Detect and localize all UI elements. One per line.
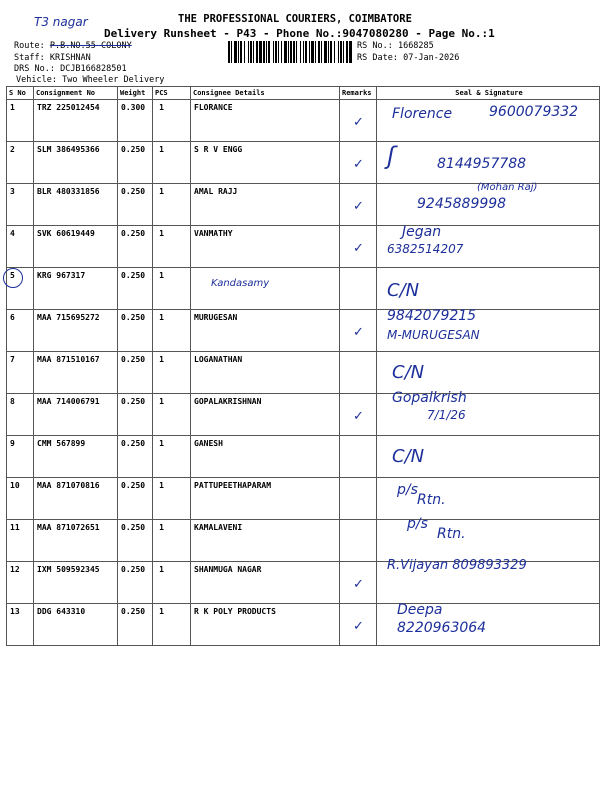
cell-remarks xyxy=(340,604,377,646)
cell-pcs: 1 xyxy=(153,142,191,184)
signature-line-1: Jegan xyxy=(402,224,442,240)
cell-weight: 0.250 xyxy=(118,520,153,562)
cell-consignment: MAA 871072651 xyxy=(34,520,118,562)
cell-pcs: 1 xyxy=(153,268,191,310)
cell-consignment: KRG 967317 xyxy=(34,268,118,310)
col-consignee: Consignee Details xyxy=(191,87,340,100)
rs-no-line xyxy=(357,41,434,51)
cell-pcs: 1 xyxy=(153,310,191,352)
table-row xyxy=(7,604,600,646)
cell-pcs: 1 xyxy=(153,352,191,394)
runsheet-title: Delivery Runsheet - P43 - Phone No.:9047080280 - Page No.:1 xyxy=(104,27,495,40)
remark-tick: ✓ xyxy=(353,114,364,130)
signature-line-2: M-MURUGESAN xyxy=(387,328,480,342)
signature-line-2: Rtn. xyxy=(417,492,446,508)
signature-line-1: C/N xyxy=(392,362,425,383)
cell-remarks xyxy=(340,394,377,436)
table-row xyxy=(7,478,600,520)
cell-sno: 5 xyxy=(7,268,34,310)
cell-weight: 0.250 xyxy=(118,310,153,352)
consignee-name: R K POLY PRODUCTS xyxy=(194,607,276,616)
cell-weight: 0.250 xyxy=(118,268,153,310)
cell-signature xyxy=(377,478,600,520)
cell-remarks xyxy=(340,520,377,562)
signature-line-2: 6382514207 xyxy=(387,242,464,256)
table-row xyxy=(7,310,600,352)
cell-weight: 0.250 xyxy=(118,394,153,436)
barcode xyxy=(228,41,353,63)
consignee-name: S R V ENGG xyxy=(194,145,243,154)
cell-consignee xyxy=(191,478,340,520)
consignee-name: GANESH xyxy=(194,439,223,448)
cell-signature xyxy=(377,268,600,310)
cell-signature xyxy=(377,516,600,562)
cell-consignee xyxy=(191,142,340,184)
cell-sno: 13 xyxy=(7,604,34,646)
cell-remarks xyxy=(340,310,377,352)
cell-signature xyxy=(377,100,600,142)
remark-tick: ✓ xyxy=(353,324,364,340)
route-line xyxy=(14,41,132,51)
cell-sno: 3 xyxy=(7,184,34,226)
consignee-name: FLORANCE xyxy=(194,103,233,112)
rs-no-value: 1668285 xyxy=(397,41,434,51)
cell-consignment: DDG 643310 xyxy=(34,604,118,646)
cell-signature xyxy=(377,558,600,604)
signature-line-1: Deepa xyxy=(397,602,443,618)
consignee-name: PATTUPEETHAPARAM xyxy=(194,481,272,490)
vehicle-line xyxy=(16,75,164,85)
cell-sno: 10 xyxy=(7,478,34,520)
col-sno: S No xyxy=(7,87,34,100)
cell-consignment: IXM 509592345 xyxy=(34,562,118,604)
drs-value: DCJB166828501 xyxy=(60,64,127,74)
table-row xyxy=(7,562,600,604)
signature-line-1: C/N xyxy=(392,446,425,467)
cell-signature xyxy=(377,604,600,646)
cell-weight: 0.250 xyxy=(118,436,153,478)
cell-consignment: MAA 714006791 xyxy=(34,394,118,436)
consignee-name: LOGANATHAN xyxy=(194,355,243,364)
cell-weight: 0.250 xyxy=(118,226,153,268)
signature-line-1: Gopalkrish xyxy=(392,390,467,406)
signature-line-1: R.Vijayan 809893329 xyxy=(387,558,527,573)
cell-consignment: SVK 60619449 xyxy=(34,226,118,268)
table-row xyxy=(7,142,600,184)
cell-consignment: BLR 480331856 xyxy=(34,184,118,226)
cell-pcs: 1 xyxy=(153,394,191,436)
remark-tick: ✓ xyxy=(353,156,364,172)
signature-line-2: 9245889998 xyxy=(417,196,507,212)
signature-line-1: C/N xyxy=(387,280,420,301)
table-row xyxy=(7,436,600,478)
consignee-handwritten: Kandasamy xyxy=(211,278,270,289)
route-label: Route: xyxy=(14,41,45,51)
cell-remarks xyxy=(340,562,377,604)
rs-date-line xyxy=(357,53,459,63)
cell-pcs: 1 xyxy=(153,604,191,646)
signature-line-1: p/s xyxy=(397,482,418,498)
col-weight: Weight xyxy=(118,87,153,100)
cell-sno: 4 xyxy=(7,226,34,268)
cell-consignment: MAA 871070816 xyxy=(34,478,118,520)
row5-circle-mark xyxy=(3,268,23,288)
table-row xyxy=(7,268,600,310)
cell-remarks xyxy=(340,142,377,184)
col-remarks: Remarks xyxy=(340,87,377,100)
signature-line-2: 8220963064 xyxy=(397,620,487,636)
cell-consignment: MAA 715695272 xyxy=(34,310,118,352)
cell-signature xyxy=(377,142,600,184)
table-row xyxy=(7,226,600,268)
signature-line-2: 8144957788 xyxy=(437,156,527,172)
signature-line-2: 9600079332 xyxy=(489,104,579,120)
cell-consignee xyxy=(191,226,340,268)
vehicle-label: Vehicle: xyxy=(16,75,57,85)
col-signature: Seal & Signature xyxy=(377,87,600,100)
cell-remarks xyxy=(340,100,377,142)
consignee-name: VANMATHY xyxy=(194,229,233,238)
col-pcs: PCS xyxy=(153,87,191,100)
cell-weight: 0.250 xyxy=(118,142,153,184)
vehicle-value: Two Wheeler Delivery xyxy=(62,75,165,85)
table-row xyxy=(7,520,600,562)
cell-weight: 0.250 xyxy=(118,562,153,604)
remark-tick: ✓ xyxy=(353,408,364,424)
consignee-name: GOPALAKRISHNAN xyxy=(194,397,262,406)
cell-pcs: 1 xyxy=(153,520,191,562)
cell-signature xyxy=(377,226,600,268)
cell-consignee xyxy=(191,436,340,478)
col-consignment: Consignment No xyxy=(34,87,118,100)
signature-line-1: Florence xyxy=(392,106,453,122)
cell-weight: 0.250 xyxy=(118,478,153,520)
table-row xyxy=(7,100,600,142)
cell-consignee xyxy=(191,100,340,142)
consignee-name: KAMALAVENI xyxy=(194,523,243,532)
cell-consignee xyxy=(191,352,340,394)
cell-sno: 1 xyxy=(7,100,34,142)
cell-sno: 9 xyxy=(7,436,34,478)
rs-date-value: 07-Jan-2026 xyxy=(403,53,460,63)
cell-consignee xyxy=(191,268,340,310)
cell-consignment: SLM 386495366 xyxy=(34,142,118,184)
consignee-name: MURUGESAN xyxy=(194,313,238,322)
table-header-row xyxy=(7,87,600,100)
drs-label: DRS No.: xyxy=(14,64,55,74)
cell-remarks xyxy=(340,226,377,268)
cell-pcs: 1 xyxy=(153,226,191,268)
cell-sno: 11 xyxy=(7,520,34,562)
cell-weight: 0.250 xyxy=(118,352,153,394)
cell-pcs: 1 xyxy=(153,184,191,226)
cell-signature xyxy=(377,310,600,352)
cell-remarks xyxy=(340,184,377,226)
staff-label: Staff: xyxy=(14,53,45,63)
remark-tick: ✓ xyxy=(353,198,364,214)
table-row xyxy=(7,184,600,226)
cell-sno: 12 xyxy=(7,562,34,604)
cell-consignee xyxy=(191,520,340,562)
staff-line xyxy=(14,53,91,63)
cell-signature xyxy=(377,436,600,478)
signature-line-2: Rtn. xyxy=(437,526,466,542)
drs-line xyxy=(14,64,127,74)
signature-line-1: (Mohan Raj) xyxy=(477,182,538,193)
cell-weight: 0.250 xyxy=(118,604,153,646)
table-row xyxy=(7,394,600,436)
cell-remarks xyxy=(340,352,377,394)
cell-consignment: MAA 871510167 xyxy=(34,352,118,394)
cell-pcs: 1 xyxy=(153,100,191,142)
table-row xyxy=(7,352,600,394)
cell-consignee xyxy=(191,562,340,604)
cell-consignment: CMM 567899 xyxy=(34,436,118,478)
signature-line-1: p/s xyxy=(407,516,428,532)
route-handwritten: T3 nagar xyxy=(34,15,88,29)
cell-consignment: TRZ 225012454 xyxy=(34,100,118,142)
rs-no-label: RS No.: xyxy=(357,41,393,51)
consignee-name: SHANMUGA NAGAR xyxy=(194,565,262,574)
cell-sno: 7 xyxy=(7,352,34,394)
consignee-name: AMAL RAJJ xyxy=(194,187,238,196)
cell-weight: 0.250 xyxy=(118,184,153,226)
cell-pcs: 1 xyxy=(153,436,191,478)
cell-signature xyxy=(377,390,600,436)
cell-pcs: 1 xyxy=(153,478,191,520)
signature-line-2: 7/1/26 xyxy=(427,408,466,422)
cell-signature xyxy=(377,184,600,226)
remark-tick: ✓ xyxy=(353,618,364,634)
cell-consignee xyxy=(191,310,340,352)
cell-weight: 0.300 xyxy=(118,100,153,142)
route-value: P.B.NO.55 COLONY xyxy=(49,41,132,51)
cell-remarks xyxy=(340,436,377,478)
signature-line-1: 9842079215 xyxy=(387,308,477,324)
cell-consignee xyxy=(191,394,340,436)
cell-remarks xyxy=(340,268,377,310)
remark-tick: ✓ xyxy=(353,576,364,592)
signature-line-1: ʃ xyxy=(387,142,396,170)
cell-consignee xyxy=(191,604,340,646)
rs-date-label: RS Date: xyxy=(357,53,398,63)
cell-signature xyxy=(377,352,600,394)
company-name: THE PROFESSIONAL COURIERS, COIMBATORE xyxy=(178,13,412,25)
cell-consignee xyxy=(191,184,340,226)
cell-sno: 2 xyxy=(7,142,34,184)
runsheet-table xyxy=(6,86,600,646)
cell-pcs: 1 xyxy=(153,562,191,604)
cell-remarks xyxy=(340,478,377,520)
cell-sno: 6 xyxy=(7,310,34,352)
cell-sno: 8 xyxy=(7,394,34,436)
staff-value: KRISHNAN xyxy=(49,53,91,63)
remark-tick: ✓ xyxy=(353,240,364,256)
